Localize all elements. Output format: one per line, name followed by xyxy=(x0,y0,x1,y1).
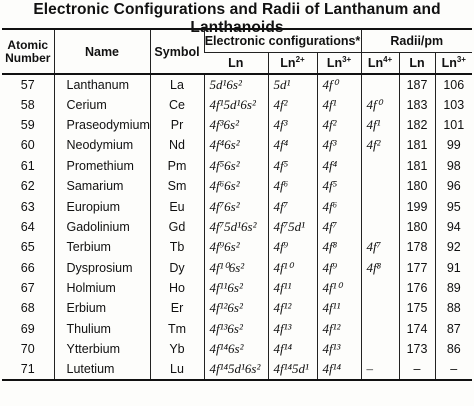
cell-config-ln3: 4f¹³ xyxy=(317,339,361,359)
header-atomic-number-label: Atomic Number xyxy=(5,37,51,65)
header-ln2 xyxy=(268,53,317,75)
cell-config-ln: 4f⁷6s² xyxy=(204,196,268,216)
cell-radius-ln: 174 xyxy=(399,319,435,339)
cell-atomic-number: 57 xyxy=(20,77,35,92)
cell-radius-ln3: 96 xyxy=(435,176,472,196)
cell-symbol: Nd xyxy=(150,135,204,155)
header-ln3-label: Ln xyxy=(326,56,343,71)
cell-config-ln4: 4f⁷ xyxy=(361,237,399,257)
cell-atomic-number: 71 xyxy=(2,359,54,379)
cell-element-name: Holmium xyxy=(54,278,150,298)
cell-radius-ln3: 99 xyxy=(435,135,472,155)
cell-config-ln3: 4f⁰ xyxy=(317,74,361,94)
cell-atomic-number: 61 xyxy=(20,158,35,173)
cell-config-ln3: 4f¹ xyxy=(317,94,361,114)
cell-config-ln: 4f¹⁰6s² xyxy=(204,258,268,278)
cell-element-name: Ytterbium xyxy=(54,339,150,359)
table-row xyxy=(2,74,472,94)
table-row xyxy=(2,319,472,339)
cell-atomic-number: 63 xyxy=(20,199,35,214)
cell-symbol: Er xyxy=(150,298,204,318)
cell-symbol: Tb xyxy=(150,237,204,257)
cell-symbol: Gd xyxy=(150,217,204,237)
lanthanoid-table xyxy=(2,28,472,381)
cell-symbol: Ho xyxy=(150,278,204,298)
cell-config-ln: 4f¹⁴6s² xyxy=(204,339,268,359)
header-ln4-charge: 4+ xyxy=(383,55,393,65)
cell-config-ln4 xyxy=(361,217,399,237)
cell-element-name: Gadolinium xyxy=(54,217,150,237)
cell-config-ln: 4f⁶6s² xyxy=(204,176,268,196)
cell-symbol: Lu xyxy=(150,359,204,379)
cell-radius-ln: 182 xyxy=(399,115,435,135)
cell-config-ln3: 4f¹⁰ xyxy=(317,278,361,298)
header-name: Name xyxy=(54,29,150,74)
cell-atomic-number: 68 xyxy=(20,301,35,316)
cell-radius-ln3: 86 xyxy=(435,339,472,359)
cell-config-ln: 4f¹¹6s² xyxy=(204,278,268,298)
cell-config-ln2: 4f⁷ xyxy=(268,196,317,216)
header-ln4-label: Ln xyxy=(367,56,384,71)
table-row xyxy=(2,217,472,237)
cell-config-ln4 xyxy=(361,176,399,196)
cell-config-ln: 4f⁷5d¹6s² xyxy=(204,217,268,237)
header-ln2-charge: 2+ xyxy=(295,55,305,65)
cell-atomic-number: 65 xyxy=(20,240,35,255)
cell-element-name: Terbium xyxy=(54,237,150,257)
cell-config-ln: 4f¹5d¹6s² xyxy=(204,94,268,114)
cell-radius-ln: 178 xyxy=(399,237,435,257)
cell-config-ln3: 4f⁷ xyxy=(317,217,361,237)
cell-config-ln: 4f¹⁴5d¹6s² xyxy=(204,359,268,379)
cell-config-ln4 xyxy=(361,74,399,94)
header-symbol: Symbol xyxy=(150,29,204,74)
cell-config-ln2: 4f¹² xyxy=(268,298,317,318)
cell-config-ln4 xyxy=(361,196,399,216)
cell-symbol: Yb xyxy=(150,339,204,359)
cell-atomic-number: 62 xyxy=(20,179,35,194)
cell-config-ln3: 4f² xyxy=(317,115,361,135)
table-row xyxy=(2,359,472,379)
cell-radius-ln: 181 xyxy=(399,135,435,155)
cell-config-ln2: 4f⁵ xyxy=(268,156,317,176)
cell-radius-ln3: 94 xyxy=(435,217,472,237)
table-row xyxy=(2,115,472,135)
cell-config-ln3: 4f¹¹ xyxy=(317,298,361,318)
cell-atomic-number: 66 xyxy=(20,260,35,275)
cell-config-ln3: 4f¹² xyxy=(317,319,361,339)
cell-atomic-number: 69 xyxy=(20,321,35,336)
cell-radius-ln3: 89 xyxy=(435,278,472,298)
header-ln2-label: Ln xyxy=(280,56,296,71)
cell-element-name: Samarium xyxy=(54,176,150,196)
table-row xyxy=(2,298,472,318)
table-row xyxy=(2,278,472,298)
table-row xyxy=(2,196,472,216)
cell-element-name: Neodymium xyxy=(54,135,150,155)
cell-element-name: Europium xyxy=(54,196,150,216)
cell-radius-ln: 175 xyxy=(399,298,435,318)
cell-element-name: Praseodymium xyxy=(54,115,150,135)
header-ln3 xyxy=(317,53,361,75)
cell-config-ln3: 4f⁵ xyxy=(317,176,361,196)
table-title: Electronic Configurations and Radii of Lanthanum and Lanthanoids xyxy=(33,1,441,36)
cell-config-ln2: 4f¹⁰ xyxy=(268,258,317,278)
cell-config-ln: 4f¹²6s² xyxy=(204,298,268,318)
cell-radius-ln: – xyxy=(399,359,435,379)
cell-atomic-number: 70 xyxy=(20,342,35,357)
cell-config-ln4 xyxy=(361,298,399,318)
table-row xyxy=(2,258,472,278)
cell-config-ln3: 4f⁶ xyxy=(317,196,361,216)
cell-radius-ln3: 92 xyxy=(435,237,472,257)
cell-symbol: Pr xyxy=(150,115,204,135)
cell-element-name: Cerium xyxy=(54,94,150,114)
header-ln3-radius-label: Ln xyxy=(441,56,457,71)
cell-config-ln3: 4f³ xyxy=(317,135,361,155)
table-row xyxy=(2,237,472,257)
cell-config-ln2: 4f¹¹ xyxy=(268,278,317,298)
header-ln3-radius xyxy=(435,53,472,75)
cell-config-ln2: 4f¹³ xyxy=(268,319,317,339)
cell-radius-ln: 181 xyxy=(399,156,435,176)
header-ln3-charge: 3+ xyxy=(342,55,352,65)
cell-config-ln2: 4f¹⁴5d¹ xyxy=(268,359,317,379)
cell-radius-ln3: 87 xyxy=(435,319,472,339)
cell-element-name: Dysprosium xyxy=(54,258,150,278)
cell-config-ln4 xyxy=(361,319,399,339)
table-row xyxy=(2,156,472,176)
cell-radius-ln3: 95 xyxy=(435,196,472,216)
header-ln4 xyxy=(361,53,399,75)
cell-config-ln4: 4f² xyxy=(361,135,399,155)
cell-radius-ln: 199 xyxy=(399,196,435,216)
cell-radius-ln: 187 xyxy=(399,74,435,94)
table-row xyxy=(2,176,472,196)
header-radii: Radii/pm xyxy=(361,29,472,53)
cell-config-ln: 4f⁵6s² xyxy=(204,156,268,176)
cell-config-ln2: 4f⁹ xyxy=(268,237,317,257)
cell-config-ln2: 5d¹ xyxy=(268,74,317,94)
cell-radius-ln3: 98 xyxy=(435,156,472,176)
cell-config-ln2: 4f⁶ xyxy=(268,176,317,196)
cell-config-ln4: – xyxy=(361,359,399,379)
cell-symbol: Pm xyxy=(150,156,204,176)
cell-config-ln4: 4f⁸ xyxy=(361,258,399,278)
cell-radius-ln3: 91 xyxy=(435,258,472,278)
cell-symbol: Eu xyxy=(150,196,204,216)
cell-element-name: Erbium xyxy=(54,298,150,318)
cell-config-ln4: 4f⁰ xyxy=(361,94,399,114)
cell-config-ln4: 4f¹ xyxy=(361,115,399,135)
cell-config-ln: 4f⁹6s² xyxy=(204,237,268,257)
header-ln: Ln xyxy=(204,53,268,75)
cell-radius-ln: 177 xyxy=(399,258,435,278)
cell-symbol: Tm xyxy=(150,319,204,339)
table-body xyxy=(2,74,472,380)
cell-config-ln3: 4f¹⁴ xyxy=(317,359,361,379)
cell-atomic-number: 64 xyxy=(20,219,35,234)
cell-config-ln4 xyxy=(361,339,399,359)
cell-config-ln4 xyxy=(361,156,399,176)
cell-atomic-number: 60 xyxy=(20,138,35,153)
cell-element-name: Lanthanum xyxy=(54,74,150,94)
cell-radius-ln: 173 xyxy=(399,339,435,359)
cell-config-ln2: 4f⁷5d¹ xyxy=(268,217,317,237)
cell-config-ln2: 4f² xyxy=(268,94,317,114)
cell-radius-ln: 183 xyxy=(399,94,435,114)
cell-config-ln3: 4f⁸ xyxy=(317,237,361,257)
cell-radius-ln3: 103 xyxy=(435,94,472,114)
cell-config-ln: 4f¹³6s² xyxy=(204,319,268,339)
cell-element-name: Promethium xyxy=(54,156,150,176)
header-ln3-radius-charge: 3+ xyxy=(456,55,466,65)
cell-radius-ln: 176 xyxy=(399,278,435,298)
cell-symbol: Ce xyxy=(150,94,204,114)
cell-radius-ln: 180 xyxy=(399,176,435,196)
cell-symbol: Dy xyxy=(150,258,204,278)
cell-config-ln2: 4f¹⁴ xyxy=(268,339,317,359)
cell-atomic-number: 67 xyxy=(20,281,35,296)
table-row xyxy=(2,135,472,155)
cell-element-name: Thulium xyxy=(54,319,150,339)
cell-radius-ln3: – xyxy=(435,359,472,379)
table-row xyxy=(2,339,472,359)
cell-atomic-number: 58 xyxy=(20,97,35,112)
cell-config-ln3: 4f⁴ xyxy=(317,156,361,176)
cell-config-ln2: 4f⁴ xyxy=(268,135,317,155)
cell-config-ln3: 4f⁹ xyxy=(317,258,361,278)
header-atomic-number xyxy=(2,29,54,74)
cell-atomic-number: 59 xyxy=(20,117,35,132)
cell-radius-ln3: 106 xyxy=(435,74,472,94)
cell-config-ln: 5d¹6s² xyxy=(204,74,268,94)
cell-symbol: La xyxy=(150,74,204,94)
cell-config-ln2: 4f³ xyxy=(268,115,317,135)
cell-element-name: Lutetium xyxy=(54,359,150,379)
cell-radius-ln: 180 xyxy=(399,217,435,237)
header-ln-radius: Ln xyxy=(399,53,435,75)
cell-config-ln4 xyxy=(361,278,399,298)
cell-radius-ln3: 101 xyxy=(435,115,472,135)
header-electronic-configurations: Electronic configurations* xyxy=(204,29,361,53)
table-row xyxy=(2,94,472,114)
cell-radius-ln3: 88 xyxy=(435,298,472,318)
cell-config-ln: 4f⁴6s² xyxy=(204,135,268,155)
cell-config-ln: 4f³6s² xyxy=(204,115,268,135)
cell-symbol: Sm xyxy=(150,176,204,196)
